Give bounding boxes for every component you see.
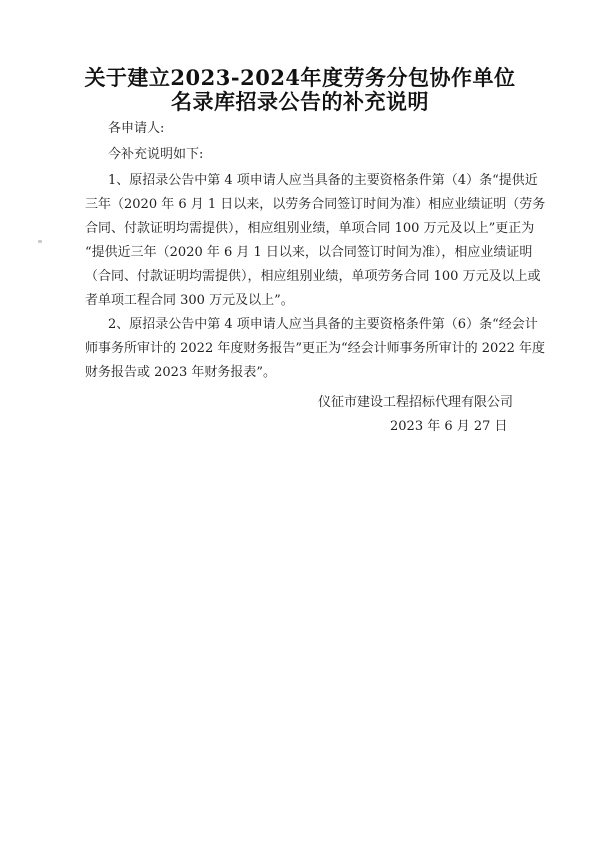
salutation: 各申请人: xyxy=(108,121,165,136)
intro-text: 今补充说明如下: xyxy=(108,147,204,162)
paragraph-2-line: 师事务所审计的 2022 年度财务报告”更正为“经会计师事务所审计的 2022 年度 xyxy=(85,341,545,356)
document-title-line-2: 名录库招录公告的补充说明 xyxy=(171,89,429,114)
paragraph-2-line: 2、原招录公告中第 4 项申请人应当具备的主要资格条件第（6）条“经会计 xyxy=(108,317,538,332)
paragraph-1-line: 合同、付款证明均需提供），相应组别业绩，单项合同 100 万元及以上”更正为 xyxy=(85,221,535,236)
paragraph-1-line: 者单项工程合同 300 万元及以上”。 xyxy=(85,293,294,308)
signature-date: 2023 年 6 月 27 日 xyxy=(390,419,508,434)
signature-organization: 仪征市建设工程招标代理有限公司 xyxy=(318,395,514,410)
document-title-line-1: 关于建立2023-2024年度劳务分包协作单位 xyxy=(84,65,516,90)
paragraph-1-line: 1、原招录公告中第 4 项申请人应当具备的主要资格条件第（4）条“提供近 xyxy=(108,173,538,188)
paragraph-2-line: 财务报告或 2023 年财务报表”。 xyxy=(85,365,276,380)
paragraph-1-line: “提供近三年（2020 年 6 月 1 日以来，以合同签订时间为准），相应业绩证明 xyxy=(85,245,533,260)
paragraph-1-line: 三年（2020 年 6 月 1 日以来，以劳务合同签订时间为准）相应业绩证明（劳务 xyxy=(85,197,546,212)
scan-artifact xyxy=(38,240,42,243)
paragraph-1-line: （合同、付款证明均需提供），相应组别业绩，单项劳务合同 100 万元及以上或 xyxy=(85,269,541,284)
